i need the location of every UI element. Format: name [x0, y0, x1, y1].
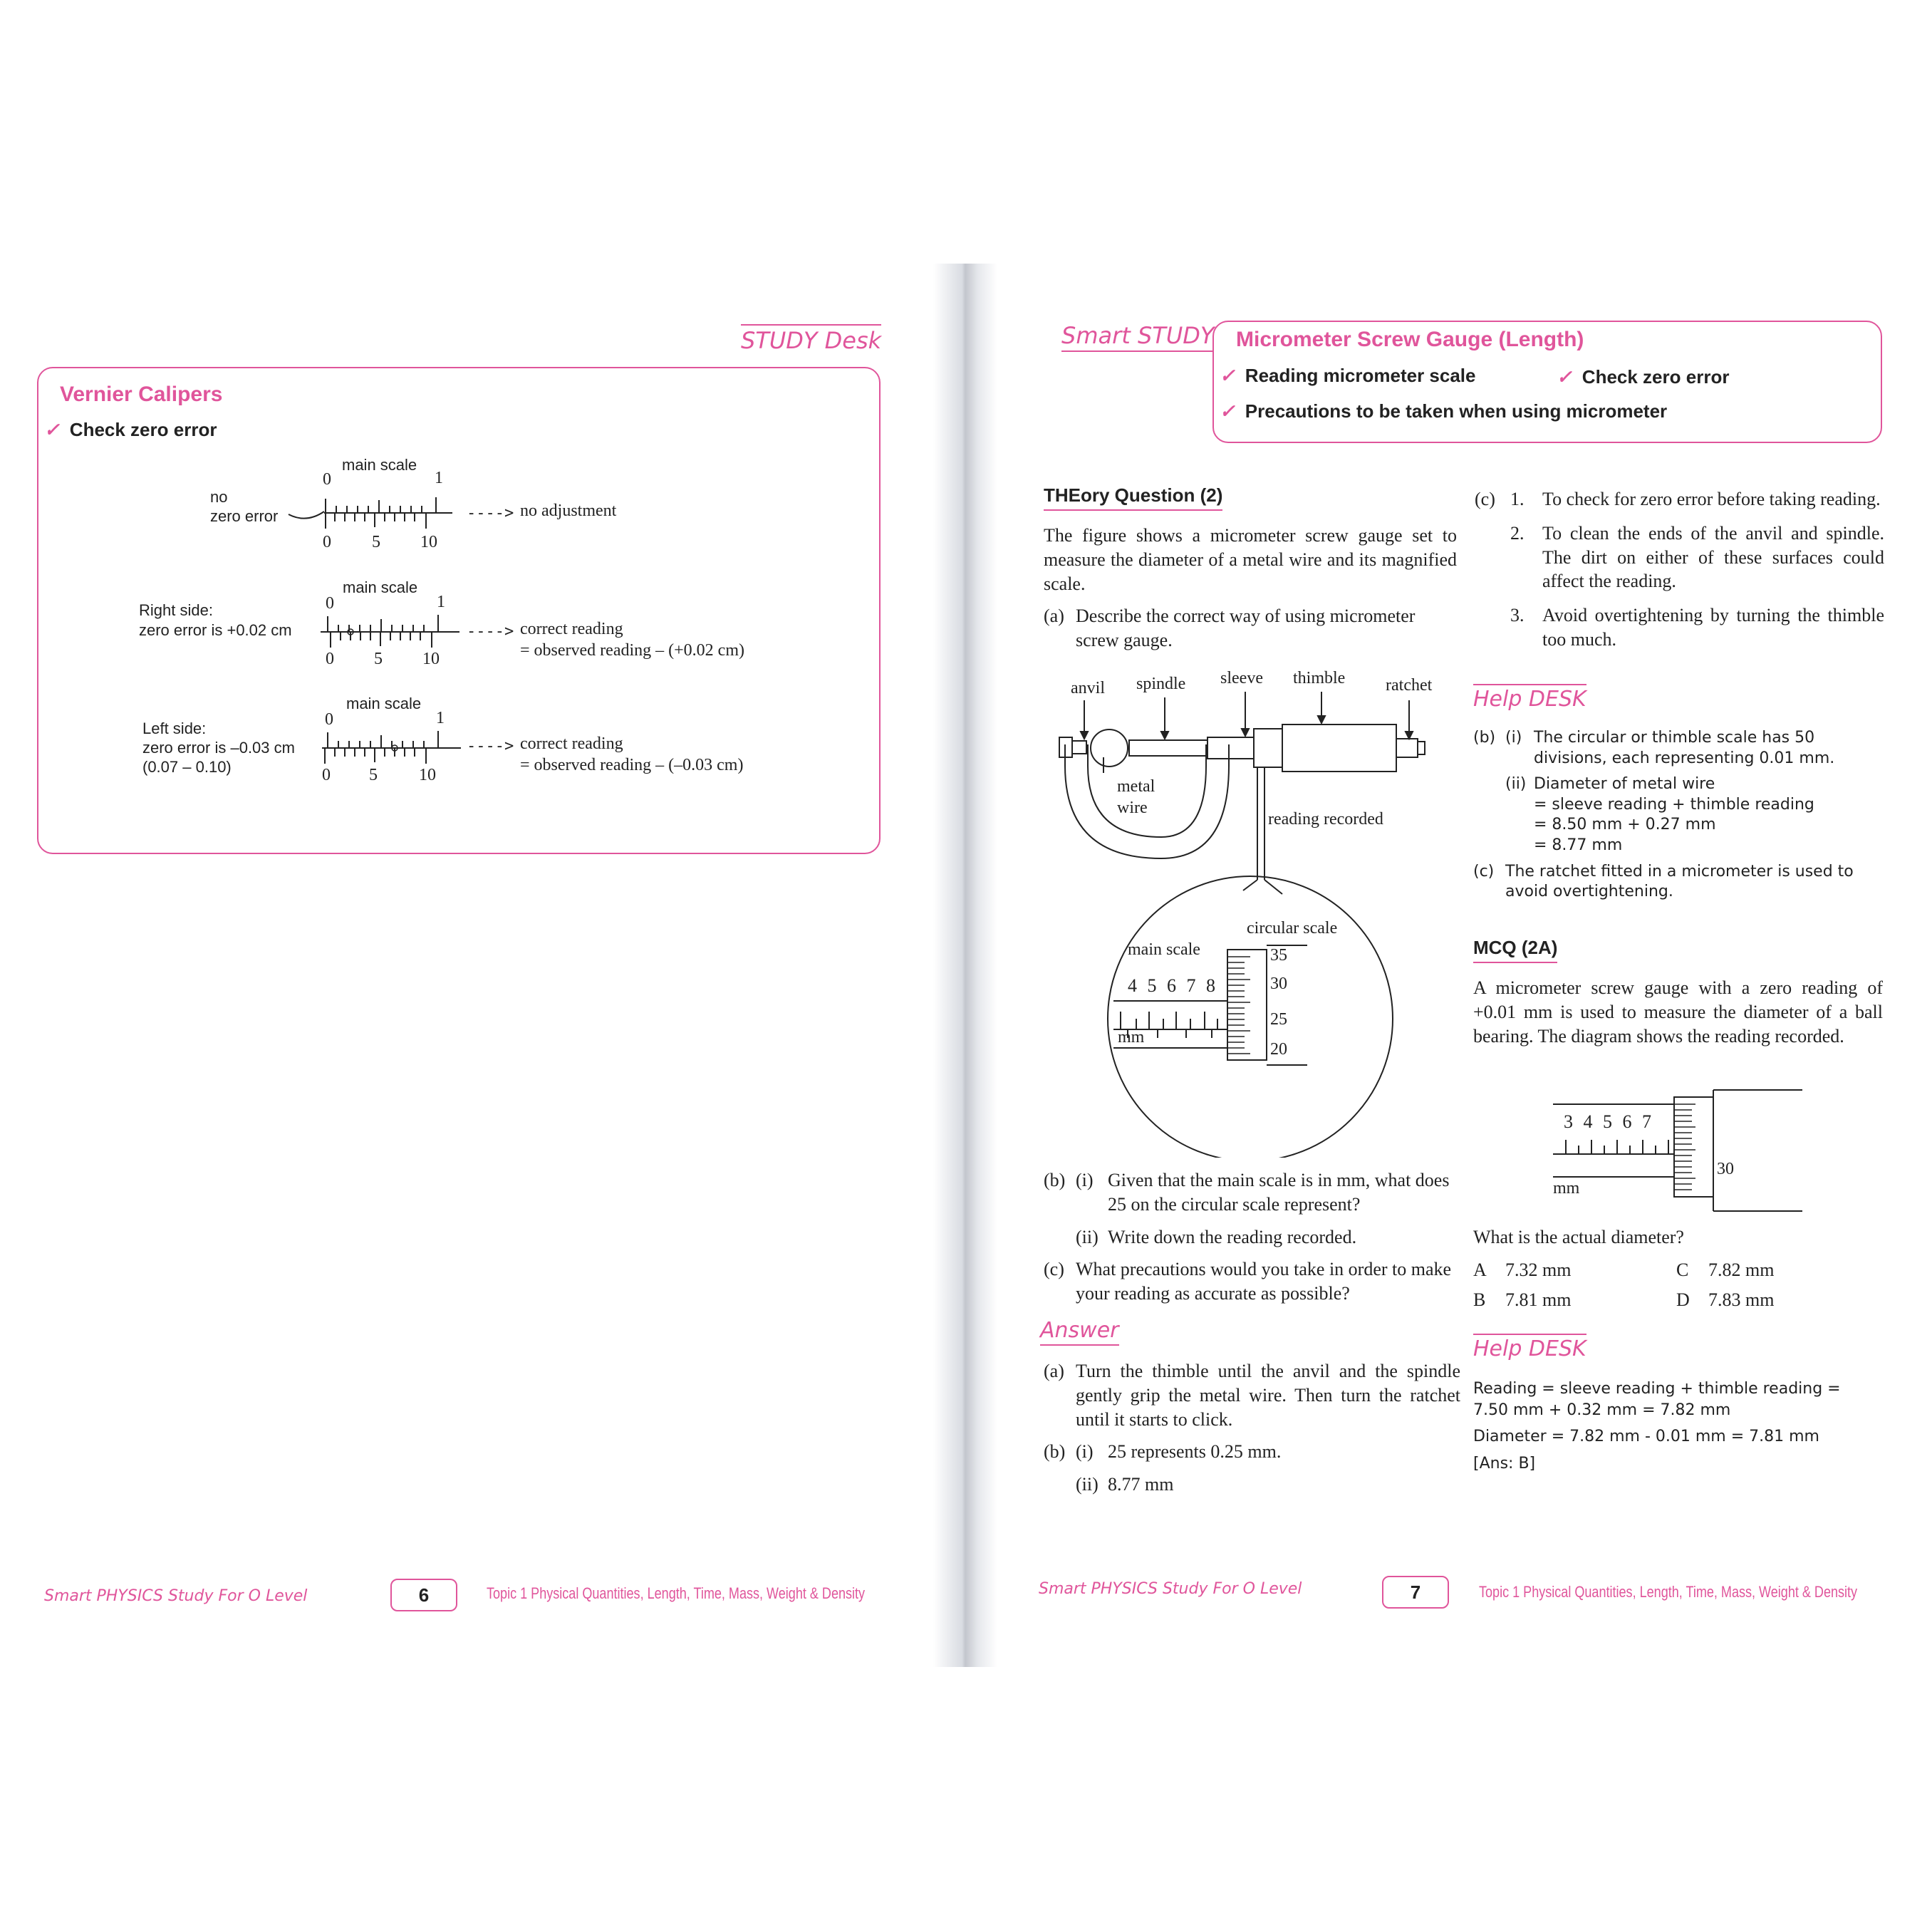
book-gutter	[933, 264, 997, 1667]
micrometer-diagram: anvil spindle sleeve thimble ratchet metal wire reading recorded circular scale main scale 4 5 6 7 8 mm 35 30 25 20	[1044, 666, 1457, 1158]
mcq-option-a: A 7.32 mm	[1473, 1260, 1572, 1280]
help-desk-1-c: (c) The ratchet fitted in a micrometer is used to avoid overtightening.	[1473, 862, 1854, 901]
help-desk-2-line-4: [Ans: B]	[1473, 1455, 1536, 1473]
mcq-options	[1473, 1260, 1872, 1311]
left-page-number: 6	[390, 1579, 457, 1611]
answer-body	[1044, 1359, 1460, 1497]
right-footer-topic: Topic 1 Physical Quantities, Length, Time, Mass, Weight & Density	[1479, 1583, 1858, 1601]
left-header-brand: STUDY Desk	[741, 324, 881, 354]
box-item-precautions: ✓ Precautions to be taken when using micrometer	[1220, 400, 1668, 422]
mcq-option-d: D 7.83 mm	[1676, 1289, 1775, 1310]
right-footer-brand: Smart PHYSICS Study For O Level	[1039, 1580, 1302, 1598]
check-icon: ✓	[1220, 365, 1235, 386]
mcq-diagram: 3 4 5 6 7 mm 30	[1546, 1083, 1809, 1218]
answer-c-item-3: 3. Avoid overtightening by turning the thimble too much.	[1510, 605, 1884, 650]
answer-title: Answer	[1040, 1318, 1119, 1346]
answer-a: (a) Turn the thimble until the anvil and the spindle gently grip the metal wire. Then turn the ratchet until it starts to click.	[1044, 1361, 1460, 1430]
help-desk-1-bi: (b) (i) The circular or thimble scale has 50 divisions, each representing 0.01 mm.	[1473, 729, 1835, 767]
right-header-brand: Smart STUDY	[1061, 322, 1214, 352]
mcq-option-c: C 7.82 mm	[1676, 1260, 1775, 1280]
vernier-scale-graphic-3	[322, 727, 464, 777]
theory-intro: The figure shows a micrometer screw gauge set to measure the diameter of a metal wire and its magnified scale.	[1044, 525, 1457, 594]
help-desk-2-line-3: Diameter = 7.82 mm - 0.01 mm = 7.81 mm	[1473, 1428, 1819, 1446]
left-footer-brand: Smart PHYSICS Study For O Level	[44, 1587, 308, 1605]
theory-question	[1044, 484, 1457, 653]
theory-title: THEory Question (2)	[1044, 484, 1222, 511]
theory-qbii: (ii) Write down the reading recorded.	[1076, 1226, 1357, 1247]
theory-qc: (c) What precautions would you take in order to make your reading as accurate as possible?	[1044, 1259, 1452, 1304]
vernier-check-item: ✓ Check zero error	[44, 419, 217, 440]
help-desk-1-bii: (ii) Diameter of metal wire = sleeve reading + thimble reading = 8.50 mm + 0.27 mm = 8.77 mm	[1505, 775, 1814, 854]
help-desk-1-body	[1473, 728, 1883, 903]
answer-c-item-1: (c) 1. To check for zero error before taking reading.	[1475, 489, 1881, 509]
box-item-zero-error: ✓ Check zero error	[1557, 366, 1730, 388]
check-icon: ✓	[44, 419, 60, 440]
answer-c-item-2: 2. To clean the ends of the anvil and spindle. The dirt on either of these surfaces could affect the reading.	[1510, 522, 1884, 592]
mcq-micrometer-drawing	[1546, 1083, 1809, 1218]
check-icon: ✓	[1220, 400, 1235, 422]
theory-qa: (a) Describe the correct way of using micrometer screw gauge.	[1044, 606, 1416, 651]
answer-bii: (ii) 8.77 mm	[1076, 1474, 1174, 1495]
help-desk-2-title: Help DESK	[1473, 1334, 1586, 1361]
mcq-question: What is the actual diameter?	[1473, 1227, 1684, 1247]
vernier-diagram-no-error: main scale 0 1 no zero error 0 5 10 ----> no adjustment	[210, 456, 617, 551]
vernier-diagram-left-side: main scale 0 1 Left side: zero error is –0.03 cm (0.07 – 0.10) 0 5 10 ----> correct reading = observed reading – (–0.03 cm)	[142, 695, 744, 784]
box-item-reading: ✓ Reading micrometer scale	[1220, 365, 1476, 386]
mcq-2a	[1473, 937, 1883, 1048]
vernier-title: Vernier Calipers	[60, 383, 223, 406]
right-page-number: 7	[1382, 1576, 1449, 1609]
help-desk-2-body	[1473, 1378, 1883, 1475]
micrometer-title: Micrometer Screw Gauge (Length)	[1236, 328, 1584, 351]
theory-qbi: (b) (i) Given that the main scale is in mm, what does 25 on the circular scale represent?	[1044, 1170, 1450, 1215]
answer-bi: (b) (i) 25 represents 0.25 mm.	[1044, 1441, 1282, 1463]
vernier-scale-graphic-2	[321, 611, 463, 660]
vernier-diagram-right-side: main scale 0 1 Right side: zero error is +0.02 cm 0 5 10 ----> correct reading = observed reading – (+0.02 cm)	[139, 578, 744, 668]
mcq-option-b: B 7.81 mm	[1473, 1289, 1572, 1310]
help-desk-2-line-1: Reading = sleeve reading + thimble reading =	[1473, 1380, 1841, 1398]
micrometer-drawing	[1044, 666, 1457, 1158]
answer-c	[1475, 487, 1884, 652]
help-desk-2-line-2: 7.50 mm + 0.32 mm = 7.82 mm	[1473, 1401, 1731, 1419]
mcq-title: MCQ (2A)	[1473, 937, 1557, 963]
theory-questions-b-c	[1044, 1168, 1460, 1306]
help-desk-1-title: Help DESK	[1473, 684, 1586, 712]
left-footer-topic: Topic 1 Physical Quantities, Length, Time, Mass, Weight & Density	[487, 1584, 866, 1602]
check-icon: ✓	[1557, 366, 1572, 388]
mcq-stem: A micrometer screw gauge with a zero reading of +0.01 mm is used to measure the diameter of a ball bearing. The diagram shows the reading recorded.	[1473, 977, 1883, 1046]
